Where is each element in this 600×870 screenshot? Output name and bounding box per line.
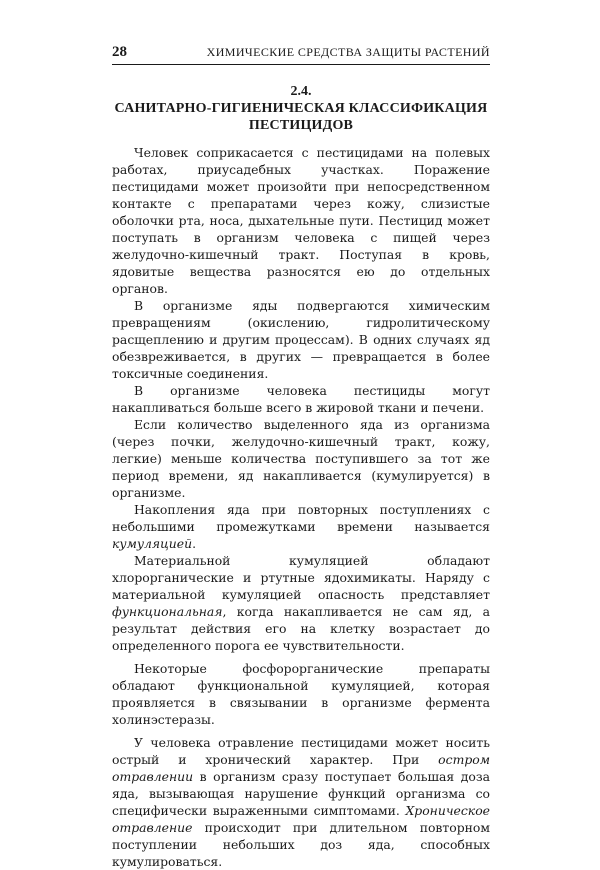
- paragraph-8-end: происходит при длительном повторном поступлении небольших доз яда, способных кумулироваться.: [112, 820, 490, 869]
- paragraph-5-text: Накопления яда при повторных поступлениях с небольшими промежутками времени называется: [112, 502, 490, 534]
- paragraph-6: [112, 552, 490, 654]
- paragraph-7: Некоторые фосфорорганические препараты обладают функциональной кумуляцией, которая проявляется в связывании в организме фермента холинэстеразы.: [112, 661, 490, 727]
- section-title-line-1: САНИТАРНО-ГИГИЕНИЧЕСКАЯ КЛАССИФИКАЦИЯ: [114, 101, 488, 116]
- paragraph-4: Если количество выделенного яда из организма (через почки, желудочно-кишечный тракт, кожу, легкие) меньше количества поступившего за тот же период времени, яд накапливается (кумулируется) в организме.: [112, 417, 490, 500]
- paragraph-1: Человек соприкасается с пестицидами на полевых работах, приусадебных участках. Поражение пестицидами может произойти при непосредственном контакте с препаратами через кожу, слизистые оболочки рта, носа, дыхательные пути. Пестицид может поступать в организм человека с пищей через желудочно-кишечный тракт. Поступая в кровь, ядовитые вещества разносятся ею до отдельных органов.: [112, 145, 490, 296]
- term-ostroe-otravlenie: остром отравлении: [112, 752, 490, 784]
- section-title-line-2: ПЕСТИЦИДОВ: [248, 118, 354, 133]
- section-title: [112, 100, 490, 134]
- section-number: 2.4.: [290, 84, 312, 99]
- running-head-title: ХИМИЧЕСКИЕ СРЕДСТВА ЗАЩИТЫ РАСТЕНИЙ: [206, 45, 490, 59]
- paragraph-8-middle: в организм сразу поступает большая доза яда, вызывающая нарушение функций организма со специфически выраженными симптомами.: [112, 769, 490, 818]
- page-body: [112, 84, 490, 870]
- paragraph-2: В организме яды подвергаются химическим превращениям (окислению, гидролитическому расщеплению и другим процессам). В одних случаях яд обезвреживается, в других — превращается в более токсичные соединения.: [112, 298, 490, 381]
- paragraph-3: В организме человека пестициды могут накапливаться больше всего в жировой ткани и печени.: [112, 383, 490, 415]
- paragraph-8: [112, 734, 490, 870]
- paragraph-5-end: .: [192, 536, 197, 551]
- term-funktsionalnaya: функциональная: [112, 604, 223, 619]
- running-head: [112, 44, 490, 65]
- term-kumulyatsiya: кумуляцией: [112, 536, 193, 551]
- paragraph-6-text: Материальной кумуляцией обладают хлорорганические и ртутные ядохимикаты. Наряду с материальной кумуляцией опасность представляет: [112, 553, 490, 602]
- paragraph-5: [112, 501, 490, 552]
- page-number: 28: [112, 44, 127, 60]
- paragraph-8-text: У человека отравление пестицидами может носить острый и хронический характер. При: [112, 735, 490, 767]
- paragraph-6-end: , когда накапливается не сам яд, а результат действия его на клетку возрастает до определенного порога ее чувствительности.: [112, 604, 490, 653]
- term-khronicheskoe-otravlenie: Хроническое отравление: [112, 803, 490, 835]
